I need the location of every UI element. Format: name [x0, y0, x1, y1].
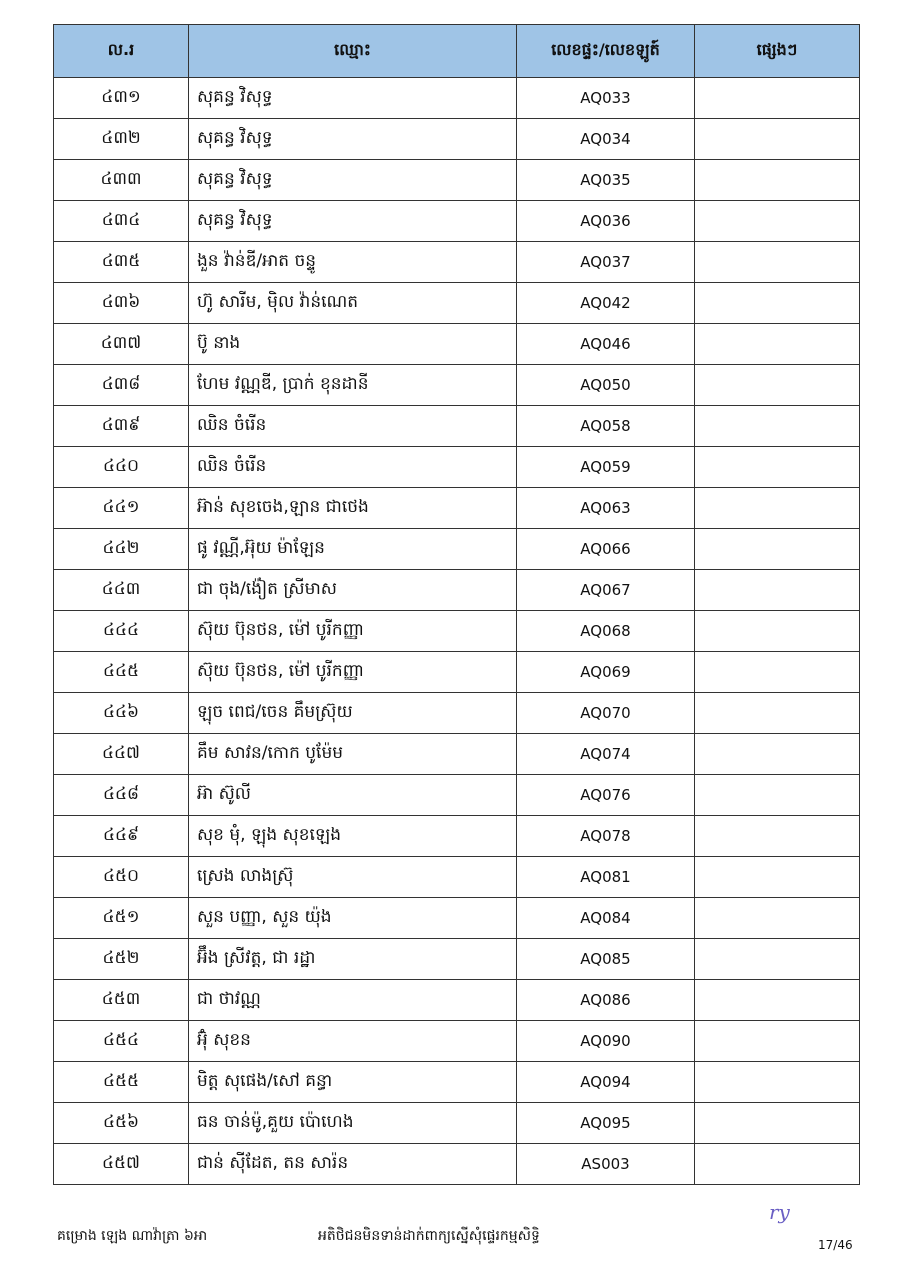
row-unit: AQ034	[517, 119, 695, 160]
row-number: ៤៤៤	[54, 611, 189, 652]
table-row	[54, 365, 860, 406]
row-name: អ៊ាន់ សុខចេង,ឡាន ជាថេង	[189, 488, 517, 529]
row-number: ៤៣៥	[54, 242, 189, 283]
row-name: សុគន្ធ វិសុទ្ធ	[189, 119, 517, 160]
row-unit: AQ094	[517, 1062, 695, 1103]
table-body	[54, 78, 860, 1185]
row-number: ៤៥១	[54, 898, 189, 939]
row-unit: AQ067	[517, 570, 695, 611]
row-unit: AQ070	[517, 693, 695, 734]
table-row	[54, 652, 860, 693]
row-unit: AQ069	[517, 652, 695, 693]
table-row	[54, 939, 860, 980]
table-row	[54, 857, 860, 898]
footer-title: អតិថិជនមិនទាន់ដាក់ពាក្យស្នើសុំផ្ទេរកម្មសិទ្ធិ	[318, 1228, 540, 1244]
row-note	[695, 775, 860, 816]
table-row	[54, 119, 860, 160]
table-row	[54, 160, 860, 201]
row-number: ៤៥២	[54, 939, 189, 980]
row-number: ៤៤៩	[54, 816, 189, 857]
row-number: ៤៤៧	[54, 734, 189, 775]
table-row	[54, 1021, 860, 1062]
row-unit: AQ050	[517, 365, 695, 406]
row-name: អ៊ា ស៊ូលី	[189, 775, 517, 816]
table-row	[54, 693, 860, 734]
row-note	[695, 201, 860, 242]
row-note	[695, 898, 860, 939]
table-row	[54, 775, 860, 816]
row-unit: AQ078	[517, 816, 695, 857]
row-note	[695, 488, 860, 529]
row-note	[695, 652, 860, 693]
row-unit: AQ068	[517, 611, 695, 652]
row-name: ឡុច ពេជ/ចេន គឹមស្រ៊ុយ	[189, 693, 517, 734]
row-name: ផូ វណ្ណី,អ៊ុយ ម៉ាឡែន	[189, 529, 517, 570]
table-row	[54, 406, 860, 447]
row-number: ៤៣៩	[54, 406, 189, 447]
row-name: គឹម សាវន/កោក បូម៉ែម	[189, 734, 517, 775]
row-name: ស្រេង លាងស្រ៊ុ	[189, 857, 517, 898]
row-note	[695, 160, 860, 201]
row-name: សុគន្ធ វិសុទ្ធ	[189, 201, 517, 242]
row-name: ជា ថាវណ្ណ	[189, 980, 517, 1021]
row-note	[695, 1021, 860, 1062]
client-list-sheet	[53, 24, 855, 1185]
row-name: សុគន្ធ វិសុទ្ធ	[189, 78, 517, 119]
row-unit: AQ066	[517, 529, 695, 570]
header-number: ល.រ	[54, 25, 189, 78]
header-note: ផ្សេងៗ	[695, 25, 860, 78]
table-row	[54, 201, 860, 242]
row-name: ប៊ូ នាង	[189, 324, 517, 365]
row-name: ងួន វ៉ាន់ឌី/អាត ចន្ទូ	[189, 242, 517, 283]
header-name: ឈ្មោះ	[189, 25, 517, 78]
table-row	[54, 324, 860, 365]
table-row	[54, 570, 860, 611]
table-row	[54, 1062, 860, 1103]
row-unit: AQ081	[517, 857, 695, 898]
row-unit: AQ046	[517, 324, 695, 365]
row-note	[695, 78, 860, 119]
row-note	[695, 939, 860, 980]
row-number: ៤៥៥	[54, 1062, 189, 1103]
row-number: ៤៣៤	[54, 201, 189, 242]
row-note	[695, 324, 860, 365]
page-number: 17/46	[818, 1238, 853, 1252]
row-number: ៤៣៦	[54, 283, 189, 324]
row-name: សុខ មុំ, ឡុង សុខឡេង	[189, 816, 517, 857]
row-name: ហ៊ូ សារីម, ម៉ិល វ៉ាន់ណេត	[189, 283, 517, 324]
row-name: ស៊ុយ ប៊ុនថន, ម៉ៅ បូរីកញ្ញា	[189, 652, 517, 693]
row-unit: AQ095	[517, 1103, 695, 1144]
row-name: ឈិន ចំរើន	[189, 447, 517, 488]
row-number: ៤៤៨	[54, 775, 189, 816]
row-note	[695, 611, 860, 652]
row-number: ៤៣៨	[54, 365, 189, 406]
row-note	[695, 980, 860, 1021]
table-header-row	[54, 25, 860, 78]
row-number: ៤៥០	[54, 857, 189, 898]
row-name: សុគន្ធ វិសុទ្ធ	[189, 160, 517, 201]
row-name: ជាន់ ស៊ីដែត, តន សារ៉ន	[189, 1144, 517, 1185]
row-note	[695, 1062, 860, 1103]
row-unit: AQ033	[517, 78, 695, 119]
row-number: ៤៤២	[54, 529, 189, 570]
row-note	[695, 242, 860, 283]
table-row	[54, 734, 860, 775]
row-unit: AQ090	[517, 1021, 695, 1062]
table-row	[54, 283, 860, 324]
client-table	[53, 24, 860, 1185]
row-unit: AQ058	[517, 406, 695, 447]
row-unit: AQ074	[517, 734, 695, 775]
row-note	[695, 119, 860, 160]
row-note	[695, 1103, 860, 1144]
row-note	[695, 406, 860, 447]
row-unit: AQ084	[517, 898, 695, 939]
row-number: ៤៣២	[54, 119, 189, 160]
table-row	[54, 816, 860, 857]
row-number: ៤៣៣	[54, 160, 189, 201]
row-name: មិត្ត សុផេង/សៅ គន្ធា	[189, 1062, 517, 1103]
row-note	[695, 693, 860, 734]
row-unit: AQ042	[517, 283, 695, 324]
row-unit: AQ076	[517, 775, 695, 816]
table-row	[54, 980, 860, 1021]
row-note	[695, 529, 860, 570]
handwritten-initial: ry	[769, 1200, 790, 1224]
row-unit: AQ086	[517, 980, 695, 1021]
row-note	[695, 447, 860, 488]
row-note	[695, 734, 860, 775]
row-unit: AQ036	[517, 201, 695, 242]
table-row	[54, 1103, 860, 1144]
table-row	[54, 611, 860, 652]
footer-project: គម្រោង ឡេង ណាវ៉ាត្រា ៦អា	[57, 1228, 208, 1244]
row-number: ៤៤៥	[54, 652, 189, 693]
row-number: ៤៥៧	[54, 1144, 189, 1185]
row-number: ៤៥៦	[54, 1103, 189, 1144]
table-row	[54, 529, 860, 570]
header-unit: លេខផ្ទះ/លេខឡូត៍	[517, 25, 695, 78]
row-number: ៤៤៣	[54, 570, 189, 611]
table-row	[54, 447, 860, 488]
row-note	[695, 857, 860, 898]
row-number: ៤៥៤	[54, 1021, 189, 1062]
row-note	[695, 816, 860, 857]
table-row	[54, 242, 860, 283]
row-note	[695, 283, 860, 324]
row-number: ៤៤៦	[54, 693, 189, 734]
row-name: ធន ចាន់ម៉ូ,គួយ ប៉ោហេង	[189, 1103, 517, 1144]
row-note	[695, 1144, 860, 1185]
row-name: ជា ចុង/ង៉ៀត ស្រីមាស	[189, 570, 517, 611]
table-row	[54, 898, 860, 939]
row-name: ឈិន ចំរើន	[189, 406, 517, 447]
row-unit: AQ037	[517, 242, 695, 283]
row-name: អ៊ឹង ស្រីវត្ត, ជា រដ្ឋា	[189, 939, 517, 980]
table-row	[54, 488, 860, 529]
row-unit: AQ035	[517, 160, 695, 201]
table-row	[54, 78, 860, 119]
row-name: សួន បញ្ញា, សួន យ៉ុង	[189, 898, 517, 939]
row-number: ៤៤១	[54, 488, 189, 529]
row-note	[695, 570, 860, 611]
row-name: អ៊ុំ សុខន	[189, 1021, 517, 1062]
row-number: ៤៤០	[54, 447, 189, 488]
row-unit: AS003	[517, 1144, 695, 1185]
row-unit: AQ063	[517, 488, 695, 529]
row-unit: AQ059	[517, 447, 695, 488]
row-name: ស៊ុយ ប៊ុនថន, ម៉ៅ បូរីកញ្ញា	[189, 611, 517, 652]
row-unit: AQ085	[517, 939, 695, 980]
row-note	[695, 365, 860, 406]
row-number: ៤៣១	[54, 78, 189, 119]
row-name: ហែម វណ្ណឌី, ប្រាក់ ខុនដានី	[189, 365, 517, 406]
row-number: ៤៥៣	[54, 980, 189, 1021]
table-row	[54, 1144, 860, 1185]
row-number: ៤៣៧	[54, 324, 189, 365]
